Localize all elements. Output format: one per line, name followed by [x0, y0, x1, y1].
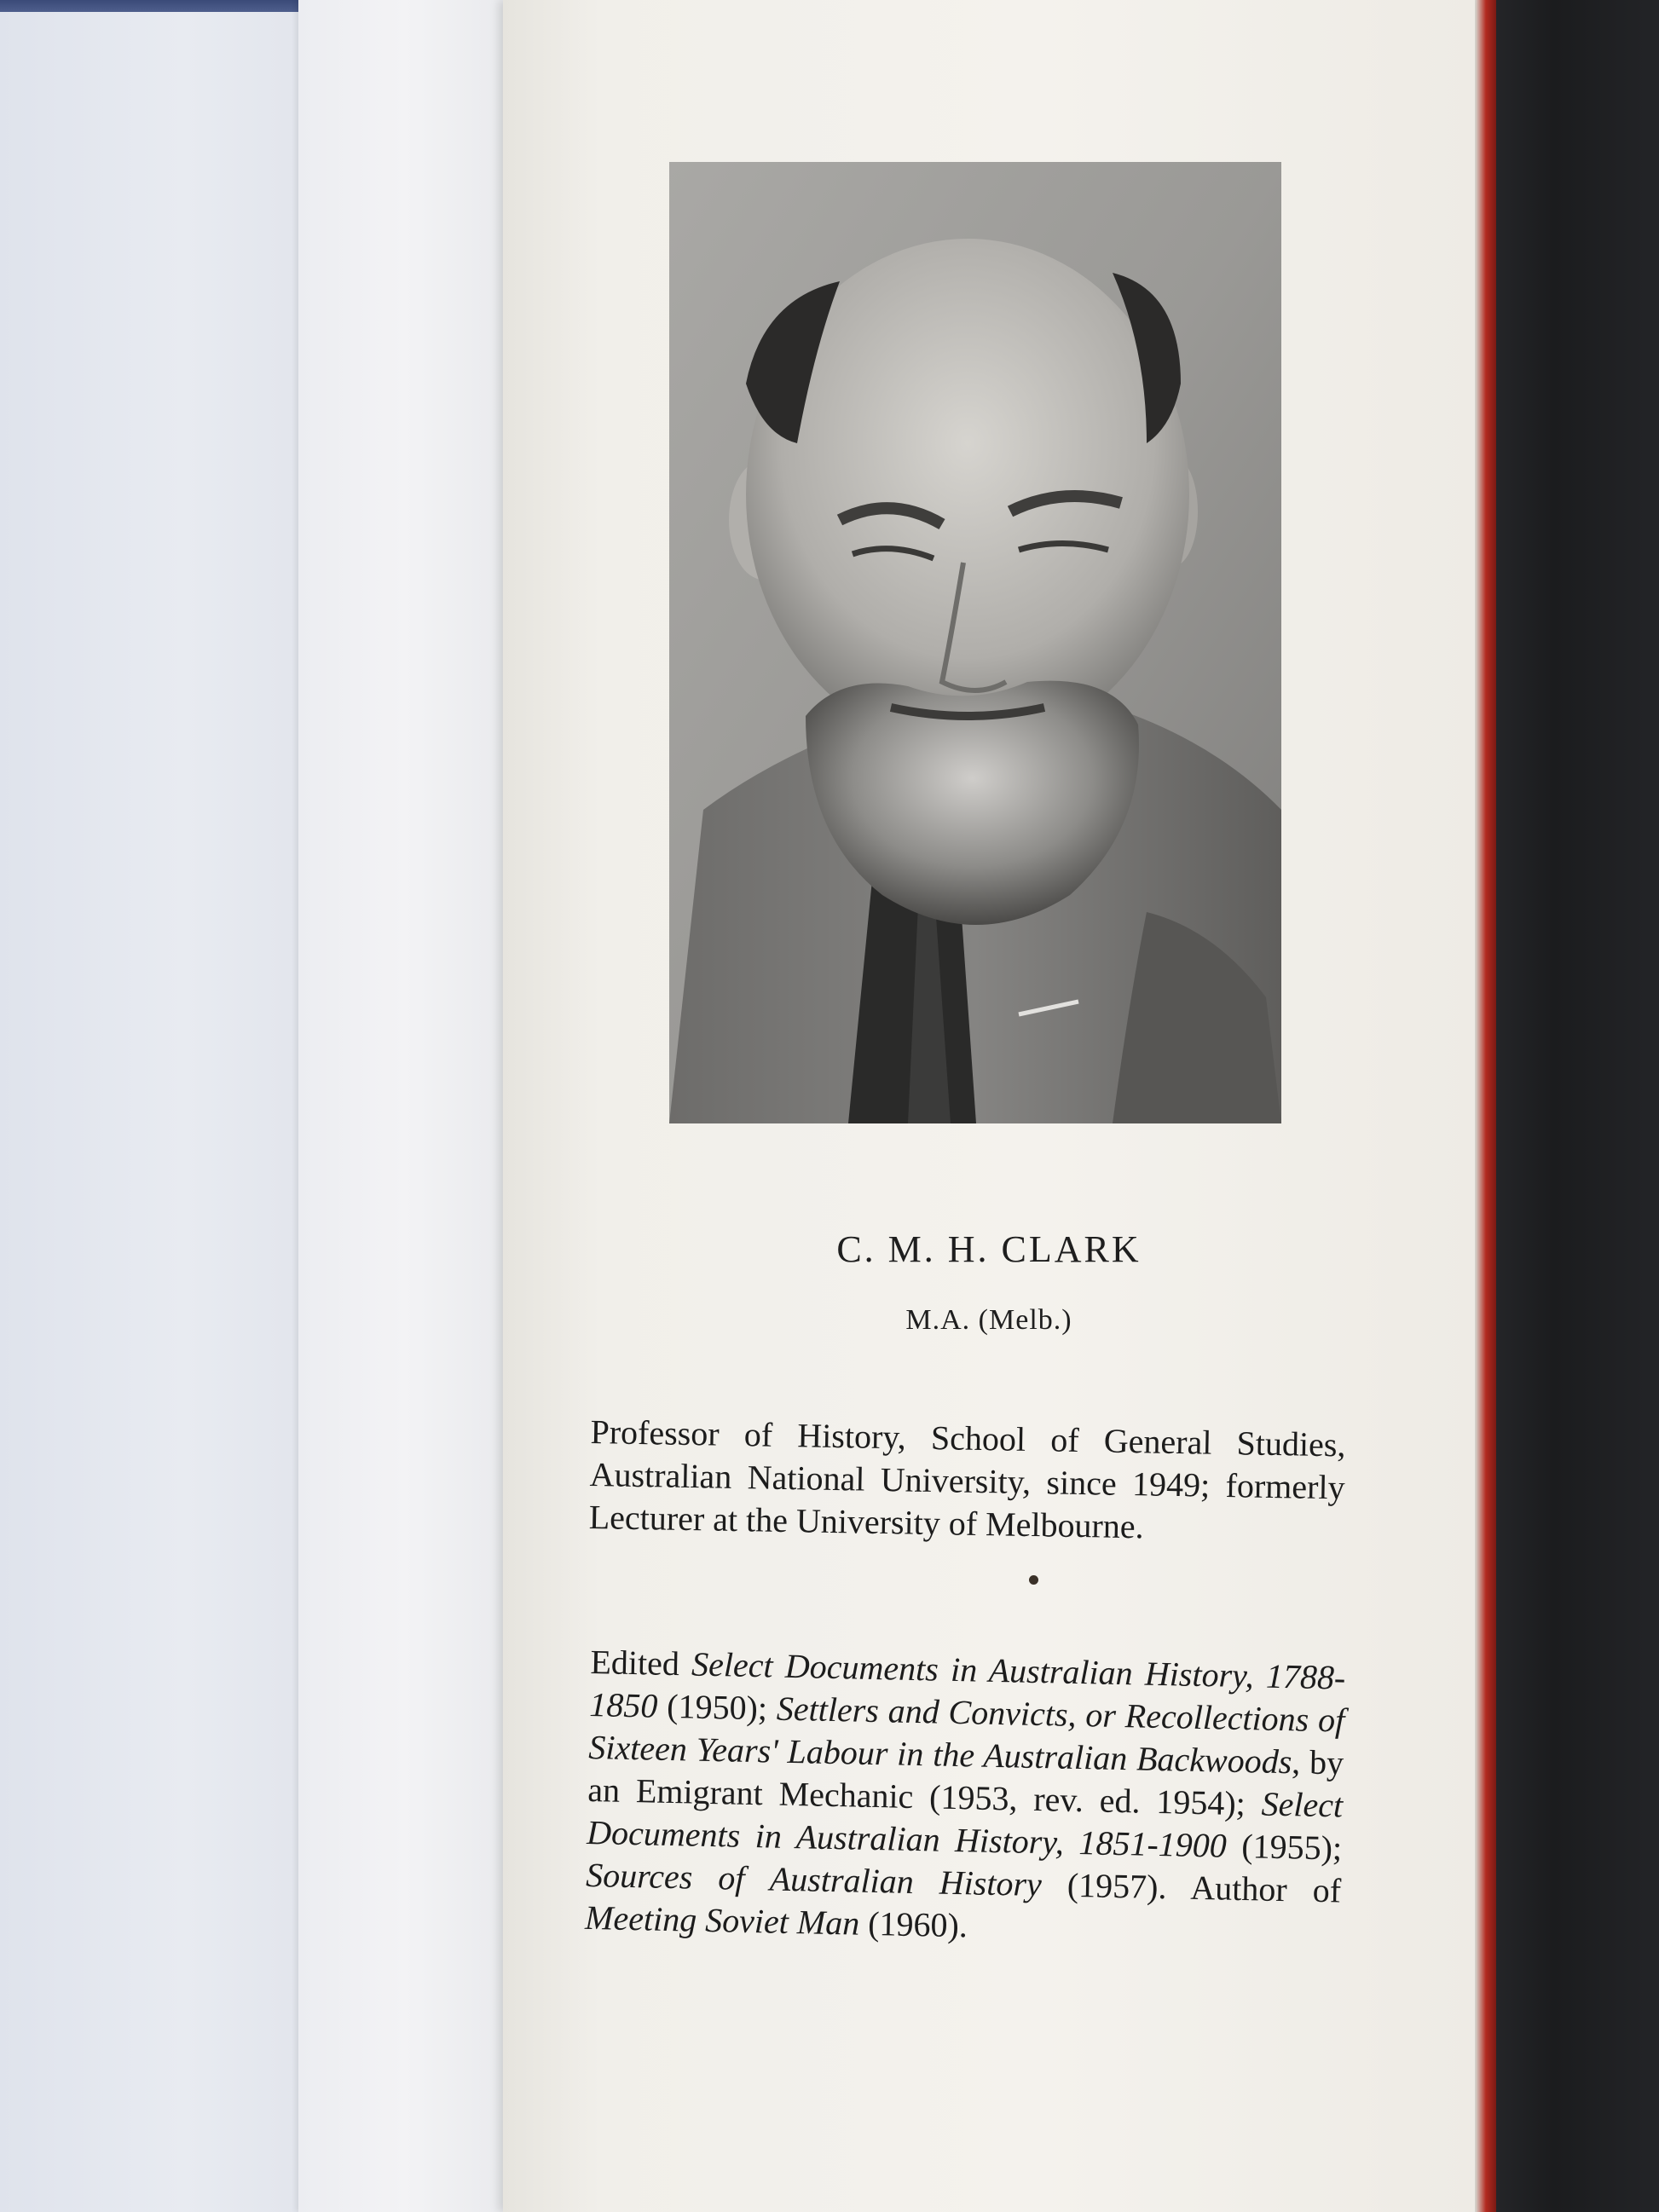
- work-title: Meeting Soviet Man: [584, 1897, 860, 1943]
- author-bio: Professor of History, School of General Studies, Australian National University, since 1949; formerly Lecturer at the University of Melbourne.: [588, 1412, 1346, 1546]
- endpaper-left: [0, 12, 307, 2212]
- work-text: (1960).: [858, 1903, 968, 1945]
- work-title: Select Documents in Australian History, 1788-1850: [588, 1644, 1346, 1725]
- work-text: (1955);: [1226, 1826, 1343, 1868]
- work-title: Select Documents in Australian History, 1851-1900: [586, 1784, 1344, 1865]
- work-text: Edited: [590, 1642, 692, 1684]
- author-degree: M.A. (Melb.): [905, 1304, 1072, 1336]
- work-text: , by an Emigrant Mechanic (1953, rev. ed. 1954);: [587, 1742, 1344, 1823]
- ink-speck: [1029, 1575, 1038, 1585]
- author-works: [585, 1641, 1346, 1955]
- work-title: Settlers and Convicts, or Recollections of Sixteen Years' Labour in the Australian Backwoods: [587, 1689, 1345, 1782]
- endpaper-middle: [298, 0, 512, 2212]
- work-text: (1950);: [656, 1686, 777, 1728]
- author-portrait-photo: [669, 162, 1281, 1123]
- leather-background: [1483, 0, 1659, 2212]
- work-title: Sources of Australian History: [585, 1855, 1043, 1904]
- work-text: (1957). Author of: [1041, 1865, 1342, 1910]
- author-name: C. M. H. CLARK: [836, 1228, 1142, 1270]
